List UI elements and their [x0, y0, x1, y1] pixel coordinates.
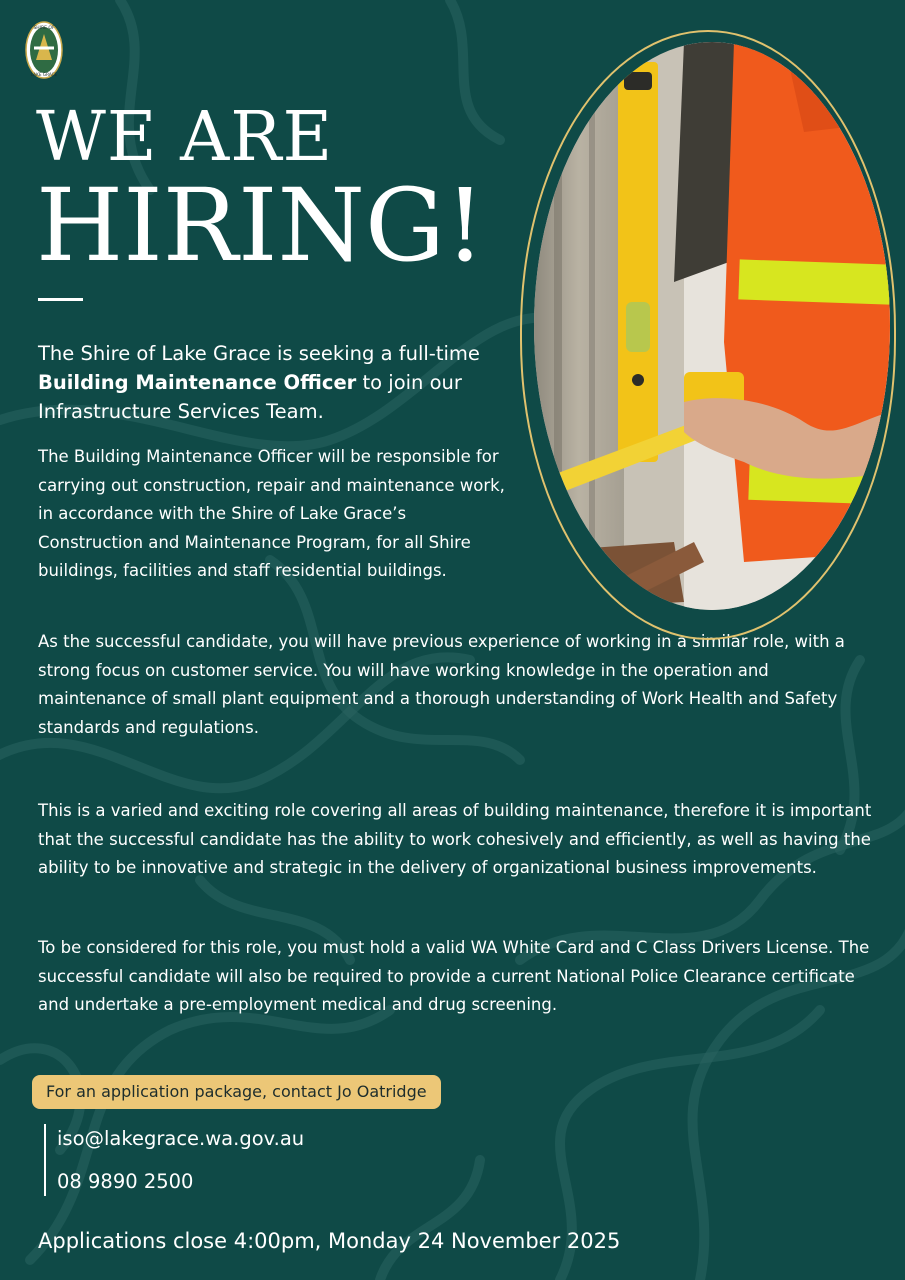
contact-email-link[interactable]: iso@lakegrace.wa.gov.au: [57, 1127, 305, 1150]
headline-hiring: HIRING!: [36, 167, 486, 284]
intro-before: The Shire of Lake Grace is seeking a full-time: [38, 342, 480, 365]
shire-crest-logo: [24, 20, 64, 82]
worker-photo-illustration: [534, 42, 890, 610]
contact-divider-bar: [44, 1124, 46, 1196]
headline-we-are: WE ARE: [36, 98, 334, 177]
role-title: Building Maintenance Officer: [38, 371, 357, 394]
contact-prompt-badge: For an application package, contact Jo Oatridge: [32, 1075, 441, 1109]
logo-top-text: SHIRE OF: [33, 26, 55, 31]
applications-close-date: Applications close 4:00pm, Monday 24 November 2025: [38, 1229, 621, 1253]
intro-after: to join our Infrastructure Services Team.: [38, 371, 462, 423]
contact-phone-link[interactable]: 08 9890 2500: [57, 1170, 194, 1193]
paragraph-experience: As the successful candidate, you will have previous experience of working in a similar role, with a strong focus on customer service. You will have working knowledge in the operation and maintenance of small plant equipment and a thorough understanding of Work Health and Safety standards and regulations.: [38, 632, 845, 737]
paragraph-requirements: To be considered for this role, you must hold a valid WA White Card and C Class Drivers License. The successful candidate will also be required to provide a current National Police Clearance certificate and undertake a pre-employment medical and drug screening.: [38, 938, 870, 1014]
intro-text: [38, 339, 508, 426]
paragraph-role-overview: This is a varied and exciting role covering all areas of building maintenance, therefore it is important that the successful candidate has the ability to work cohesively and efficiently, as well as having the ability to be innovative and strategic in the delivery of organizational business improvements.: [38, 801, 872, 877]
title-divider: [38, 298, 83, 301]
logo-bottom-text: LAKE GRACE: [30, 72, 58, 77]
hero-photo: [534, 42, 890, 610]
paragraph-role-description: The Building Maintenance Officer will be responsible for carrying out construction, repair and maintenance work, in accordance with the Shire of Lake Grace’s Construction and Maintenance Program, for all Shire buildings, facilities and staff residential buildings.: [38, 447, 505, 580]
